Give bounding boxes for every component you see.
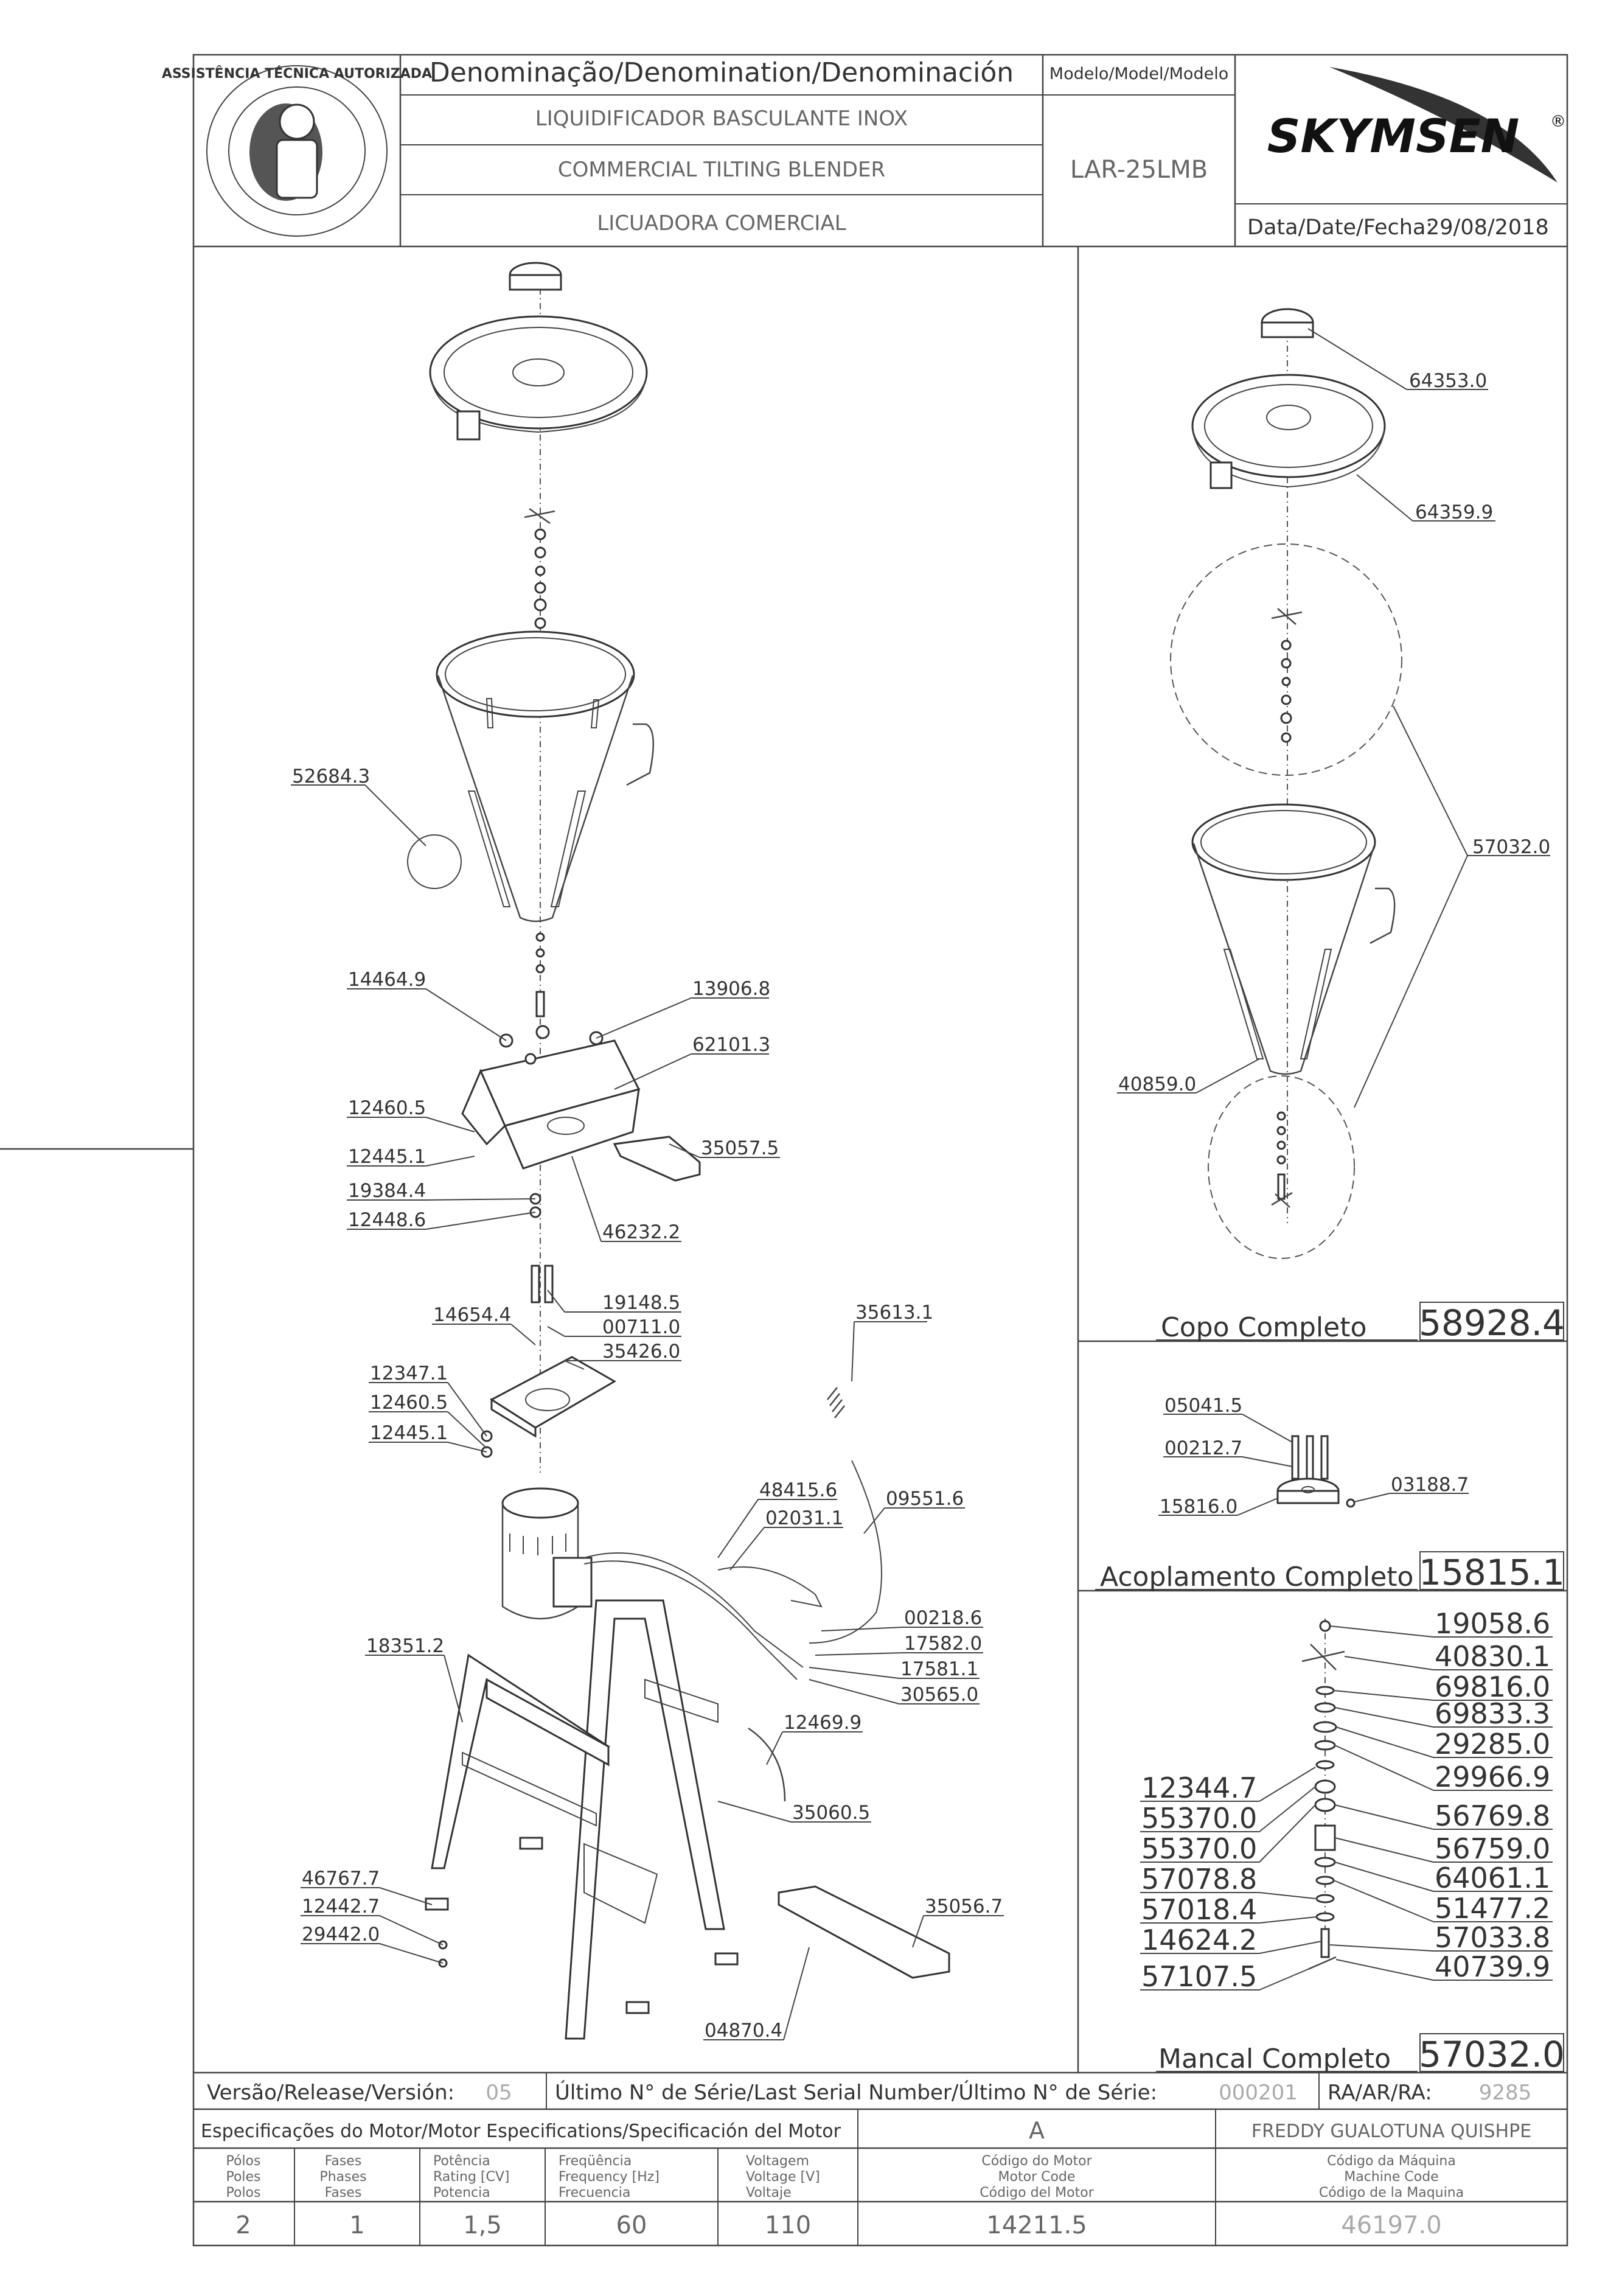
header-phases-es: Fases	[324, 2185, 362, 2200]
callout-12448-6: 12448.6	[348, 1209, 426, 1231]
ra-value: 9285	[1478, 2081, 1532, 2105]
version-label: Versão/Release/Versión:	[207, 2081, 455, 2105]
serial-label: Último N° de Série/Last Serial Number/Último N° de Série:	[555, 2081, 1158, 2105]
motor-spec-label: Especificações do Motor/Motor Especifications/Specificación del Motor	[201, 2121, 841, 2142]
motor-revision: A	[1029, 2117, 1045, 2144]
copo-completo-drawing	[1117, 309, 1550, 1258]
ra-label: RA/AR/RA:	[1328, 2081, 1432, 2105]
header-frequency-es: Frecuencia	[559, 2185, 631, 2200]
acoplamento-code: 15815.1	[1419, 1552, 1565, 1593]
callout-35057-5: 35057.5	[701, 1137, 779, 1159]
header-motor-code-es: Código del Motor	[980, 2185, 1094, 2200]
callout-57107-5: 57107.5	[1141, 1960, 1258, 1993]
callout-46232-2: 46232.2	[602, 1221, 681, 1243]
value-motor-code: 14211.5	[986, 2211, 1087, 2239]
brand-registered-mark: ®	[1550, 113, 1566, 131]
header-power-en: Rating [CV]	[433, 2169, 510, 2185]
callout-09551-6: 09551.6	[886, 1488, 964, 1510]
brand-logo	[1267, 67, 1566, 183]
callouts-main	[291, 766, 1004, 2042]
callout-57033-8: 57033.8	[1435, 1921, 1551, 1954]
callout-05041-5: 05041.5	[1164, 1395, 1243, 1417]
header-poles-en: Poles	[226, 2169, 261, 2185]
callout-17581-1: 17581.1	[900, 1658, 979, 1680]
callout-29285-0: 29285.0	[1435, 1728, 1551, 1760]
header-poles-pt: Pólos	[226, 2154, 261, 2169]
header-machine-code-en: Machine Code	[1344, 2169, 1439, 2185]
callout-19384-4: 19384.4	[348, 1180, 426, 1202]
motor-spec-headers	[226, 2154, 1464, 2200]
model-title: Modelo/Model/Modelo	[1049, 65, 1229, 83]
callout-35060-5: 35060.5	[792, 1802, 871, 1824]
copo-code: 58928.4	[1419, 1302, 1565, 1344]
callout-69816-0: 69816.0	[1435, 1670, 1551, 1703]
value-voltage: 110	[764, 2211, 812, 2239]
mancal-drawing	[1140, 1607, 1553, 1993]
callout-64353-0: 64353.0	[1409, 370, 1488, 392]
callout-14654-4: 14654.4	[433, 1304, 512, 1326]
callout-29966-9: 29966.9	[1435, 1760, 1551, 1793]
callout-12344-7: 12344.7	[1141, 1771, 1258, 1804]
callout-52684-3: 52684.3	[292, 766, 371, 787]
model-value: LAR-25LMB	[1070, 156, 1208, 184]
callout-00212-7: 00212.7	[1164, 1437, 1243, 1459]
authorized-service-seal	[162, 66, 432, 236]
product-name-en: COMMERCIAL TILTING BLENDER	[557, 158, 886, 182]
callout-55370-0-a: 55370.0	[1141, 1802, 1258, 1835]
callout-57032-0: 57032.0	[1472, 836, 1551, 858]
product-name-pt: LIQUIDIFICADOR BASCULANTE INOX	[535, 106, 908, 131]
callout-14464-9: 14464.9	[348, 969, 426, 991]
header-motor-code-en: Motor Code	[998, 2169, 1076, 2185]
callout-15816-0: 15816.0	[1160, 1496, 1238, 1518]
coupling-housing	[462, 1041, 639, 1168]
callout-64359-9: 64359.9	[1415, 501, 1494, 523]
callout-14624-2: 14624.2	[1141, 1924, 1258, 1956]
callout-51477-2: 51477.2	[1435, 1892, 1551, 1925]
acoplamento-title: Acoplamento Completo	[1100, 1561, 1414, 1593]
seal-text: ASSISTÊNCIA TÉCNICA AUTORIZADA	[161, 66, 433, 82]
value-frequency: 60	[616, 2211, 647, 2239]
blender-cup	[437, 632, 653, 921]
detail-circle	[408, 835, 461, 888]
header-phases-pt: Fases	[324, 2154, 362, 2169]
date-value: 29/08/2018	[1426, 215, 1549, 240]
author-name: FREDDY GUALOTUNA QUISHPE	[1251, 2121, 1532, 2142]
copo-title: Copo Completo	[1161, 1312, 1367, 1343]
callout-64061-1: 64061.1	[1435, 1862, 1551, 1894]
header-power-es: Potencia	[433, 2185, 490, 2200]
callout-56759-0: 56759.0	[1435, 1832, 1551, 1865]
callout-40859-0: 40859.0	[1118, 1073, 1197, 1095]
denomination-title: Denominação/Denomination/Denominación	[429, 57, 1014, 88]
version-value: 05	[486, 2081, 512, 2105]
callout-12460-5-a: 12460.5	[348, 1097, 426, 1119]
callout-12460-5-b: 12460.5	[370, 1392, 448, 1414]
callout-00218-6: 00218.6	[904, 1607, 983, 1629]
callout-30565-0: 30565.0	[900, 1684, 979, 1706]
exploded-view-main	[408, 263, 949, 2039]
callout-19148-5: 19148.5	[602, 1292, 681, 1314]
stand-frame	[432, 1600, 724, 2039]
callout-40830-1: 40830.1	[1435, 1640, 1551, 1673]
header-frequency-pt: Freqüência	[559, 2154, 632, 2169]
value-machine-code: 46197.0	[1341, 2211, 1442, 2239]
callout-19058-6: 19058.6	[1435, 1607, 1551, 1640]
header-power-pt: Potência	[433, 2154, 490, 2169]
callout-56769-8: 56769.8	[1435, 1799, 1551, 1832]
callout-46767-7: 46767.7	[302, 1868, 380, 1889]
acoplamento-drawing	[1158, 1395, 1469, 1518]
callout-12445-1-b: 12445.1	[370, 1422, 448, 1444]
date-label: Data/Date/Fecha:	[1247, 215, 1433, 240]
header-voltage-es: Voltaje	[746, 2185, 792, 2200]
callout-57078-8: 57078.8	[1141, 1863, 1258, 1896]
callout-04870-4: 04870.4	[705, 2020, 783, 2042]
header-motor-code-pt: Código do Motor	[981, 2154, 1092, 2169]
callout-00711-0: 00711.0	[602, 1316, 681, 1338]
brand-name: SKYMSEN	[1267, 109, 1520, 163]
callout-35426-0: 35426.0	[602, 1341, 681, 1363]
callout-40739-9: 40739.9	[1435, 1950, 1551, 1983]
callout-48415-6: 48415.6	[759, 1479, 838, 1501]
header-poles-es: Polos	[226, 2185, 261, 2200]
value-phases: 1	[349, 2211, 365, 2239]
header-machine-code-es: Código de la Maquina	[1318, 2185, 1464, 2200]
callout-35613-1: 35613.1	[855, 1302, 934, 1324]
motor-spec-values	[235, 2211, 1441, 2239]
callout-69833-3: 69833.3	[1435, 1697, 1551, 1730]
callout-03188-7: 03188.7	[1391, 1474, 1469, 1496]
callout-18351-2: 18351.2	[366, 1635, 445, 1657]
callout-12469-9: 12469.9	[784, 1712, 862, 1734]
value-power: 1,5	[463, 2211, 502, 2239]
callout-12445-1-a: 12445.1	[348, 1146, 426, 1168]
mancal-code: 57032.0	[1419, 2034, 1565, 2075]
callout-02031-1: 02031.1	[765, 1507, 844, 1529]
callout-62101-3: 62101.3	[692, 1034, 771, 1056]
header-machine-code-pt: Código da Máquina	[1327, 2154, 1456, 2169]
callout-57018-4: 57018.4	[1141, 1893, 1258, 1926]
callout-55370-0-b: 55370.0	[1141, 1832, 1258, 1865]
title-block	[162, 55, 1567, 246]
callout-13906-8: 13906.8	[692, 978, 771, 1000]
callout-17582-0: 17582.0	[904, 1633, 983, 1655]
product-name-es: LICUADORA COMERCIAL	[597, 211, 846, 236]
callout-35056-7: 35056.7	[925, 1896, 1003, 1917]
spring	[827, 1387, 844, 1418]
value-poles: 2	[235, 2211, 251, 2239]
header-frequency-en: Frequency [Hz]	[559, 2169, 660, 2185]
callout-12442-7: 12442.7	[302, 1896, 380, 1917]
motor	[503, 1488, 591, 1619]
header-voltage-en: Voltage [V]	[746, 2169, 820, 2185]
serial-value: 000201	[1219, 2081, 1298, 2105]
header-phases-en: Phases	[319, 2169, 367, 2185]
callout-29442-0: 29442.0	[302, 1924, 380, 1945]
callout-12347-1: 12347.1	[370, 1363, 448, 1384]
mancal-title: Mancal Completo	[1158, 2043, 1391, 2074]
header-voltage-pt: Voltagem	[746, 2154, 809, 2169]
